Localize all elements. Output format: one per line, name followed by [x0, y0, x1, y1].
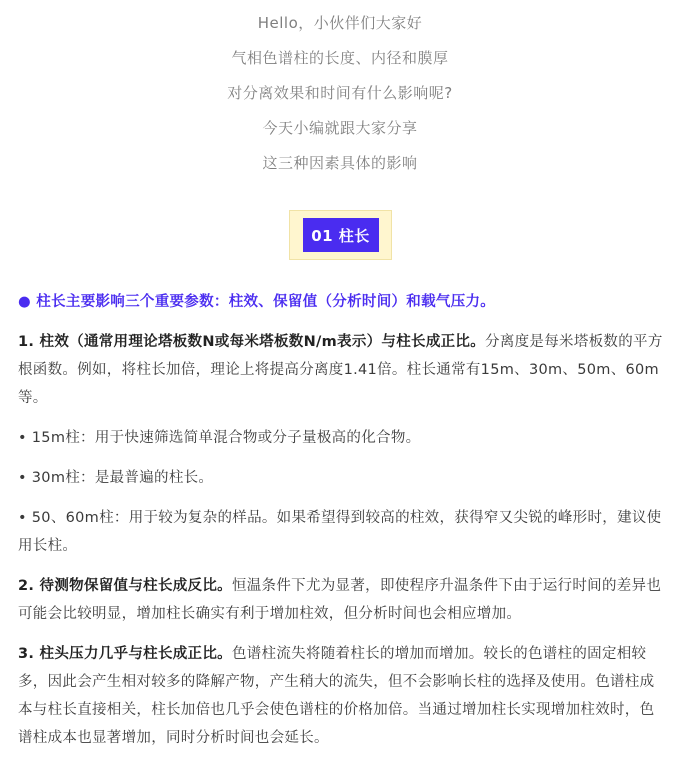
point-heading: 3. 柱头压力几乎与柱长成正比。	[18, 646, 232, 662]
lead-paragraph: ● 柱长主要影响三个重要参数：柱效、保留值（分析时间）和载气压力。	[18, 294, 496, 310]
bullet-item: • 15m柱：用于快速筛选简单混合物或分子量极高的化合物。	[18, 430, 421, 446]
intro-line: 这三种因素具体的影响	[262, 154, 418, 172]
article-body	[18, 288, 666, 764]
point-text: 色谱柱流失将随着柱长的增加而增加。较长的色谱柱的固定相较多，因此会产生相对较多的降解产物，产生稍大的流失，但不会影响长柱的选择及使用。色谱柱成本与柱长直接相关，柱长加倍也几乎会使色谱柱的价格加倍。当通过增加柱长实现增加柱效时，色谱柱成本也显著增加，同时分析时间也会延长。	[18, 646, 655, 746]
point-paragraph	[18, 328, 666, 412]
intro-block	[0, 10, 680, 185]
point-paragraph	[18, 640, 666, 752]
point-heading: 1. 柱效（通常用理论塔板数N或每米塔板数N/m表示）与柱长成正比。	[18, 334, 486, 350]
intro-line: 今天小编就跟大家分享	[262, 119, 418, 137]
bullet-item: • 30m柱：是最普遍的柱长。	[18, 470, 214, 486]
section-heading	[289, 210, 392, 260]
intro-line: Hello，小伙伴们大家好	[257, 14, 423, 32]
intro-line: 对分离效果和时间有什么影响呢?	[227, 84, 453, 102]
point-text: 恒温条件下尤为显著，即使程序升温条件下由于运行时间的差异也可能会比较明显，增加柱长确实有利于增加柱效，但分析时间也会相应增加。	[18, 578, 662, 622]
point-text: 分离度是每米塔板数的平方根函数。例如，将柱长加倍，理论上将提高分离度1.41倍。柱长通常有15m、30m、50m、60m等。	[18, 334, 663, 406]
bullet-item: • 50、60m柱：用于较为复杂的样品。如果希望得到较高的柱效，获得窄又尖锐的峰形时，建议使用长柱。	[18, 510, 662, 554]
point-paragraph	[18, 572, 666, 628]
section-title: 01 柱长	[303, 218, 379, 252]
point-heading: 2. 待测物保留值与柱长成反比。	[18, 578, 232, 594]
intro-line: 气相色谱柱的长度、内径和膜厚	[231, 49, 449, 67]
